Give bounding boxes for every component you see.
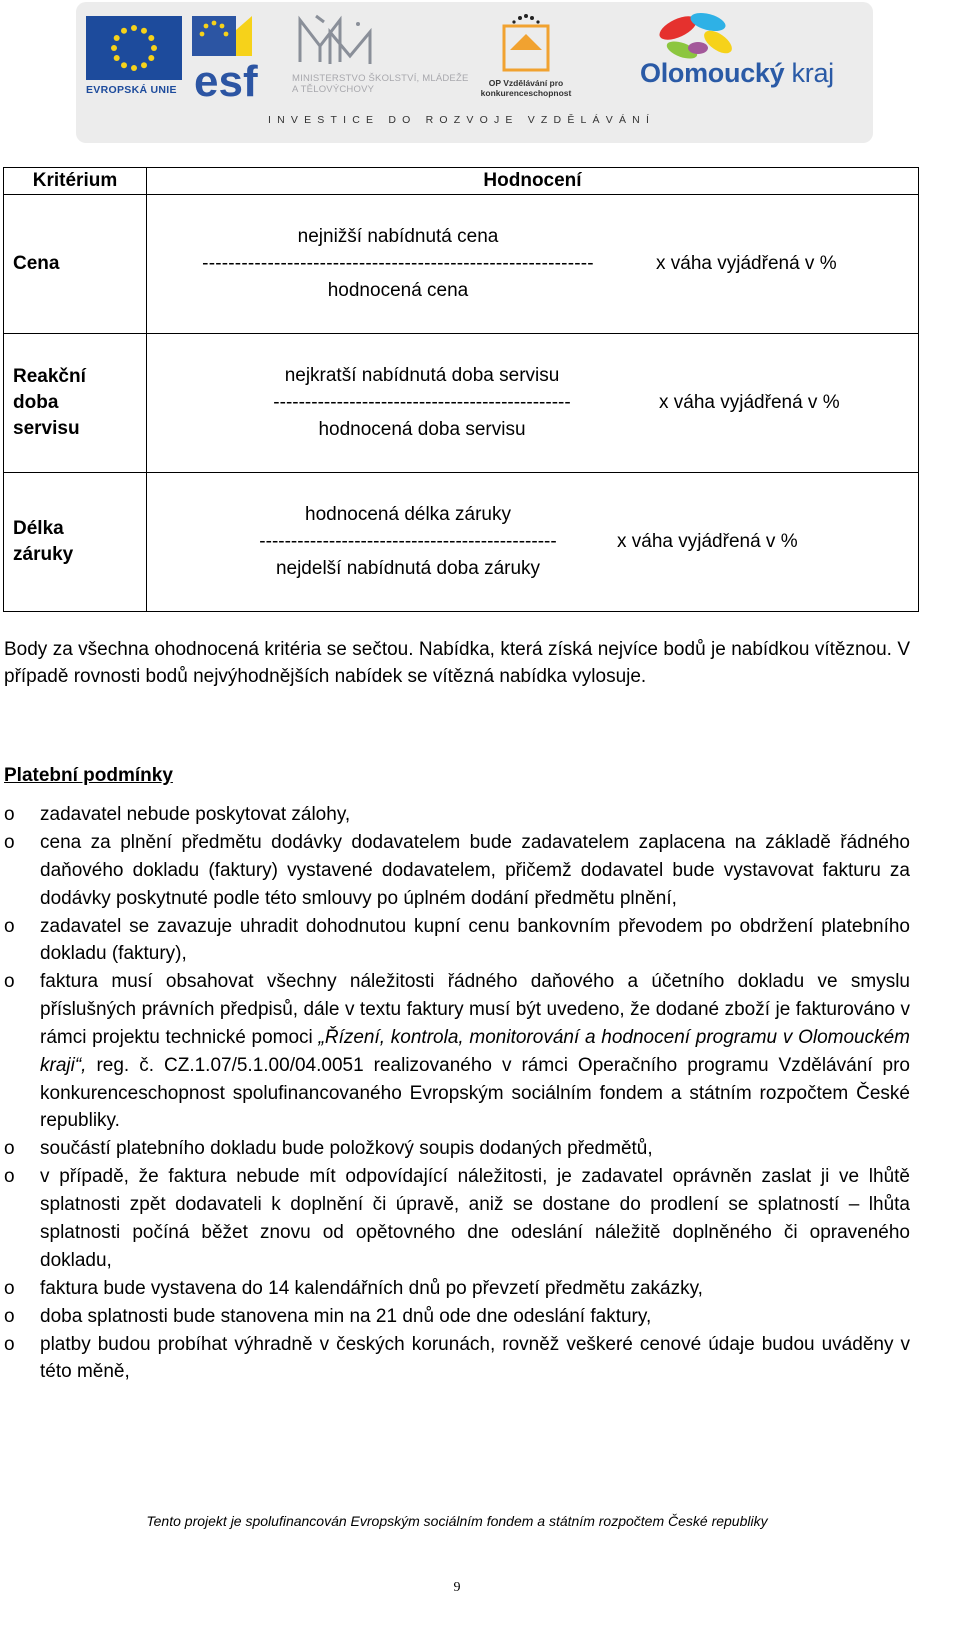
criterion-header: Kritérium xyxy=(4,168,147,195)
invest-tagline: INVESTICE DO ROZVOJE VZDĚLÁVÁNÍ xyxy=(268,114,656,126)
op-vk-logo xyxy=(468,12,584,104)
table-row xyxy=(4,195,919,334)
bullet-marker: o xyxy=(4,1138,15,1160)
project-title: „Řízení, kontrola, monitorování a hodnocení programu v Olomouckém kraji“, xyxy=(40,1026,911,1076)
op-emblem-icon xyxy=(468,12,584,76)
list-item: o zadavatel se zavazuje uhradit dohodnutou kupní cenu bankovním převodem po obdržení platebního dokladu (faktury), xyxy=(4,913,910,969)
formula-multiplier: x váha vyjádřená v % xyxy=(659,392,840,413)
footer-cofinancing-note: Tento projekt je spolufinancován Evropským sociálním fondem a státním rozpočtem České republiky xyxy=(146,1513,768,1529)
evaluation-formula xyxy=(147,473,919,612)
criterion-name: Délka záruky xyxy=(4,473,147,612)
summary-paragraph: Body za všechna ohodnocená kritéria se sečtou. Nabídka, která získá nejvíce bodů je nabídkou vítěznou. V případě rovnosti bodů nejvýhodnějších nabídek se vítězná nabídka vylosuje. xyxy=(4,639,910,687)
op-label: OP Vzdělávání pro konkurenceschopnost xyxy=(480,78,572,98)
esf-wordmark: esf xyxy=(194,57,258,102)
msmt-emblem-icon xyxy=(290,12,470,72)
bullet-marker: o xyxy=(4,915,15,937)
formula-bar: ------------------------------------------------------------ xyxy=(202,253,594,274)
evaluation-header: Hodnocení xyxy=(147,168,919,195)
bullet-marker: o xyxy=(4,1333,15,1355)
criterion-name: Cena xyxy=(4,195,147,334)
list-item: o v případě, že faktura nebude mít odpovídající náležitosti, je zadavatel oprávněn zaslat ji ve lhůtě splatnosti zpět dodavateli k doplnění či úpravě, aniž se dostane do prodlení se splatností – lhůta splatnosti počíná běžet znovu od opětovného dne odeslání náležitě doplněného či opraveného dokladu, xyxy=(4,1163,910,1274)
formula-denominator: hodnocená cena xyxy=(327,280,469,301)
msmt-logo xyxy=(290,12,470,104)
formula-denominator: hodnocená doba servisu xyxy=(318,419,526,440)
olomoucky-kraj-logo xyxy=(592,10,862,106)
evaluation-formula xyxy=(147,195,919,334)
formula-numerator: nejnižší nabídnutá cena xyxy=(297,226,499,247)
formula-multiplier: x váha vyjádřená v % xyxy=(656,253,837,274)
list-item: o součástí platebního dokladu bude položkový soupis dodaných předmětů, xyxy=(4,1135,910,1163)
criteria-table xyxy=(3,167,919,612)
payment-terms-heading: Platební podmínky xyxy=(4,765,173,786)
eu-logo xyxy=(86,16,182,102)
eu-label: EVROPSKÁ UNIE xyxy=(86,84,177,96)
formula-numerator: nejkratší nabídnutá doba servisu xyxy=(284,365,560,386)
formula-denominator: nejdelší nabídnutá doba záruky xyxy=(275,558,541,579)
eu-flag-icon xyxy=(86,16,182,80)
evaluation-formula xyxy=(147,334,919,473)
bullet-marker: o xyxy=(4,971,15,993)
bullet-marker: o xyxy=(4,1277,15,1299)
table-header-row xyxy=(4,168,919,195)
bullet-marker: o xyxy=(4,804,15,825)
table-row xyxy=(4,473,919,612)
header-logo-band xyxy=(76,2,873,143)
olomoucky-kraj-wordmark: Olomoucký kraj xyxy=(640,58,834,88)
formula-bar: ----------------------------------------------- xyxy=(259,531,557,552)
bullet-marker: o xyxy=(4,1166,15,1188)
bullet-marker: o xyxy=(4,831,15,853)
criterion-name: Reakční doba servisu xyxy=(4,334,147,473)
list-item: o zadavatel nebude poskytovat zálohy, xyxy=(4,801,910,829)
table-row xyxy=(4,334,919,473)
msmt-label: MINISTERSTVO ŠKOLSTVÍ, MLÁDEŽE A TĚLOVÝCHOVY xyxy=(292,73,469,95)
list-item: o platby budou probíhat výhradně v českých korunách, rovněž veškeré cenové údaje budou uváděny v této měně, xyxy=(4,1331,910,1387)
payment-terms-list xyxy=(4,801,910,1386)
list-item: o faktura bude vystavena do 14 kalendářních dnů po převzetí předmětu zakázky, xyxy=(4,1275,910,1303)
list-item: o faktura musí obsahovat všechny náležitosti řádného daňového a účetního dokladu ve smyslu příslušných právních předpisů, dále v textu faktury musí být uvedeno, že dodané zboží je fakturováno v rámci projektu technické pomoci „Řízení, kontrola, monitorování a hodnocení programu v Olomouckém kraji“, reg. č. CZ.1.07/5.1.00/04.0051 realizovaného v rámci Operačního programu Vzdělávání pro konkurenceschopnost spolufinancovaného Evropským sociálním fondem a státním rozpočtem České republiky. xyxy=(4,968,910,1135)
bullet-marker: o xyxy=(4,1305,15,1327)
formula-numerator: hodnocená délka záruky xyxy=(305,504,511,525)
page-number: 9 xyxy=(453,1580,461,1595)
esf-logo xyxy=(192,16,282,102)
formula-bar: ----------------------------------------------- xyxy=(273,392,571,413)
list-item: o cena za plnění předmětu dodávky dodavatelem bude zadavatelem zaplacena na základě řádného daňového dokladu (faktury) vystavené dodavatelem, přičemž dodavatel bude vystavovat fakturu za dodávky poskytnuté podle této smlouvy po úplném dodání předmětu plnění, xyxy=(4,829,910,912)
formula-multiplier: x váha vyjádřená v % xyxy=(617,531,798,552)
list-item: o doba splatnosti bude stanovena min na 21 dnů ode dne odeslání faktury, xyxy=(4,1303,910,1331)
